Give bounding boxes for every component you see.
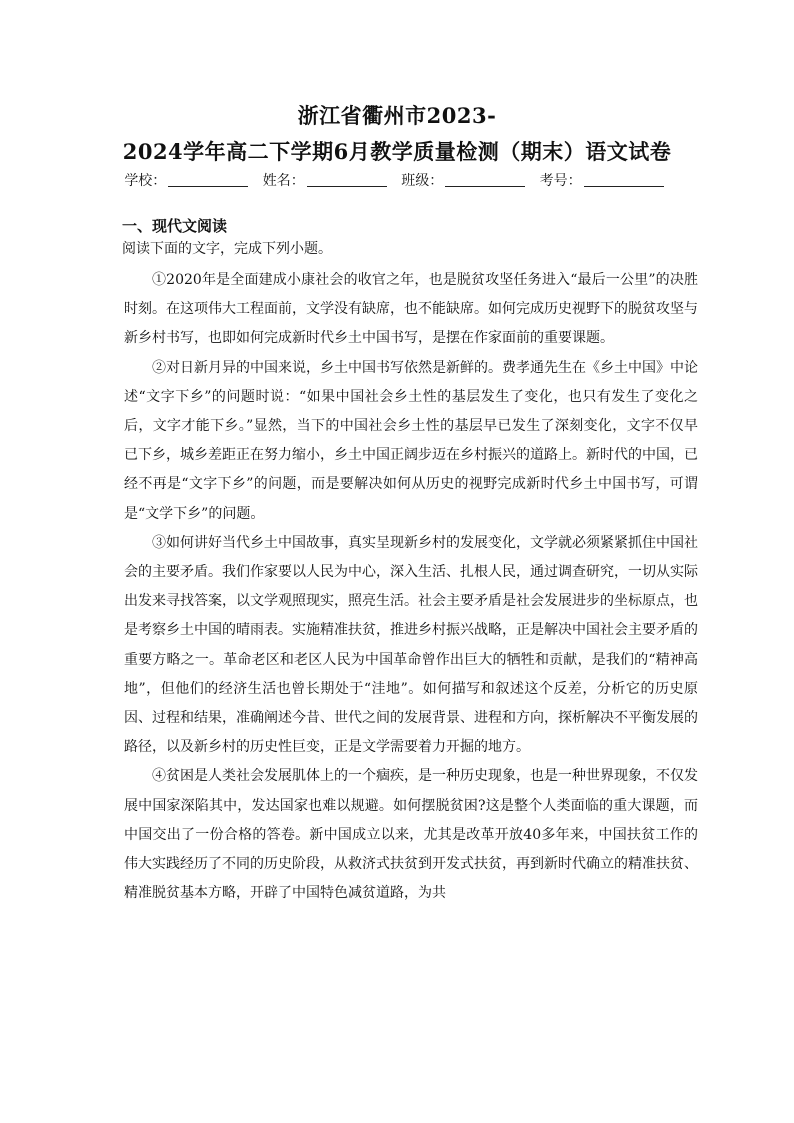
class-label: 班级： xyxy=(401,173,444,189)
section-instruction: 阅读下面的文字，完成下列小题。 xyxy=(122,241,332,257)
exam-number-blank[interactable] xyxy=(584,172,664,187)
school-label: 学校： xyxy=(124,173,167,189)
student-info-line xyxy=(0,170,794,190)
exam-number-label: 考号： xyxy=(539,173,582,189)
paragraph-1: ①2020年是全面建成小康社会的收官之年，也是脱贫攻坚任务进入“最后一公里”的决胜时刻。在这项伟大工程面前，文学没有缺席，也不能缺席。如何完成历史视野下的脱贫攻坚与新乡村书写，也即如何完成新时代乡土中国书写，是摆在作家面前的重要课题。 xyxy=(124,272,698,347)
paragraph-4: ④贫困是人类社会发展肌体上的一个痼疾，是一种历史现象，也是一种世界现象，不仅发展中国家深陷其中，发达国家也难以规避。如何摆脱贫困?这是整个人类面临的重大课题，而中国交出了一份合格的答卷。新中国成立以来，尤其是改革开放40多年来，中国扶贫工作的伟大实践经历了不同的历史阶段，从救济式扶贫到开发式扶贫，再到新时代确立的精准扶贫、精准脱贫基本方略，开辟了中国特色减贫道路，为共 xyxy=(124,768,698,902)
paragraph-2: ②对日新月异的中国来说，乡土中国书写依然是新鲜的。费孝通先生在《乡土中国》中论述“文字下乡”的问题时说：“如果中国社会乡土性的基层发生了变化，也只有发生了变化之后，文字才能下乡。”显然，当下的中国社会乡土性的基层早已发生了深刻变化，文字不仅早已下乡，城乡差距正在努力缩小，乡土中国正阔步迈在乡村振兴的道路上。新时代的中国，已经不再是“文字下乡”的问题，而是要解决如何从历史的视野完成新时代乡土中国书写，可谓是“文学下乡”的问题。 xyxy=(124,359,698,522)
section-heading: 一、现代文阅读 xyxy=(122,217,228,235)
exam-title-line-1: 浙江省衢州市2023- xyxy=(297,103,497,128)
school-blank[interactable] xyxy=(168,172,248,187)
reading-passage xyxy=(124,266,698,908)
paragraph-3: ③如何讲好当代乡土中国故事，真实呈现新乡村的发展变化，文学就必须紧紧抓住中国社会的主要矛盾。我们作家要以人民为中心，深入生活、扎根人民，通过调查研究，一切从实际出发来寻找答案，以文学观照现实，照亮生活。社会主要矛盾是社会发展进步的坐标原点，也是考察乡土中国的晴雨表。实施精准扶贫，推进乡村振兴战略，正是解决中国社会主要矛盾的重要方略之一。革命老区和老区人民为中国革命曾作出巨大的牺牲和贡献，是我们的“精神高地”，但他们的经济生活也曾长期处于“洼地”。如何描写和叙述这个反差，分析它的历史原因、过程和结果，准确阐述今昔、世代之间的发展背景、进程和方向，探析解决不平衡发展的路径，以及新乡村的历史性巨变，正是文学需要着力开掘的地方。 xyxy=(124,534,698,756)
name-blank[interactable] xyxy=(307,172,387,187)
name-label: 姓名： xyxy=(262,173,305,189)
exam-title-line-2: 2024学年高二下学期6月教学质量检测（期末）语文试卷 xyxy=(122,139,672,164)
class-blank[interactable] xyxy=(445,172,525,187)
